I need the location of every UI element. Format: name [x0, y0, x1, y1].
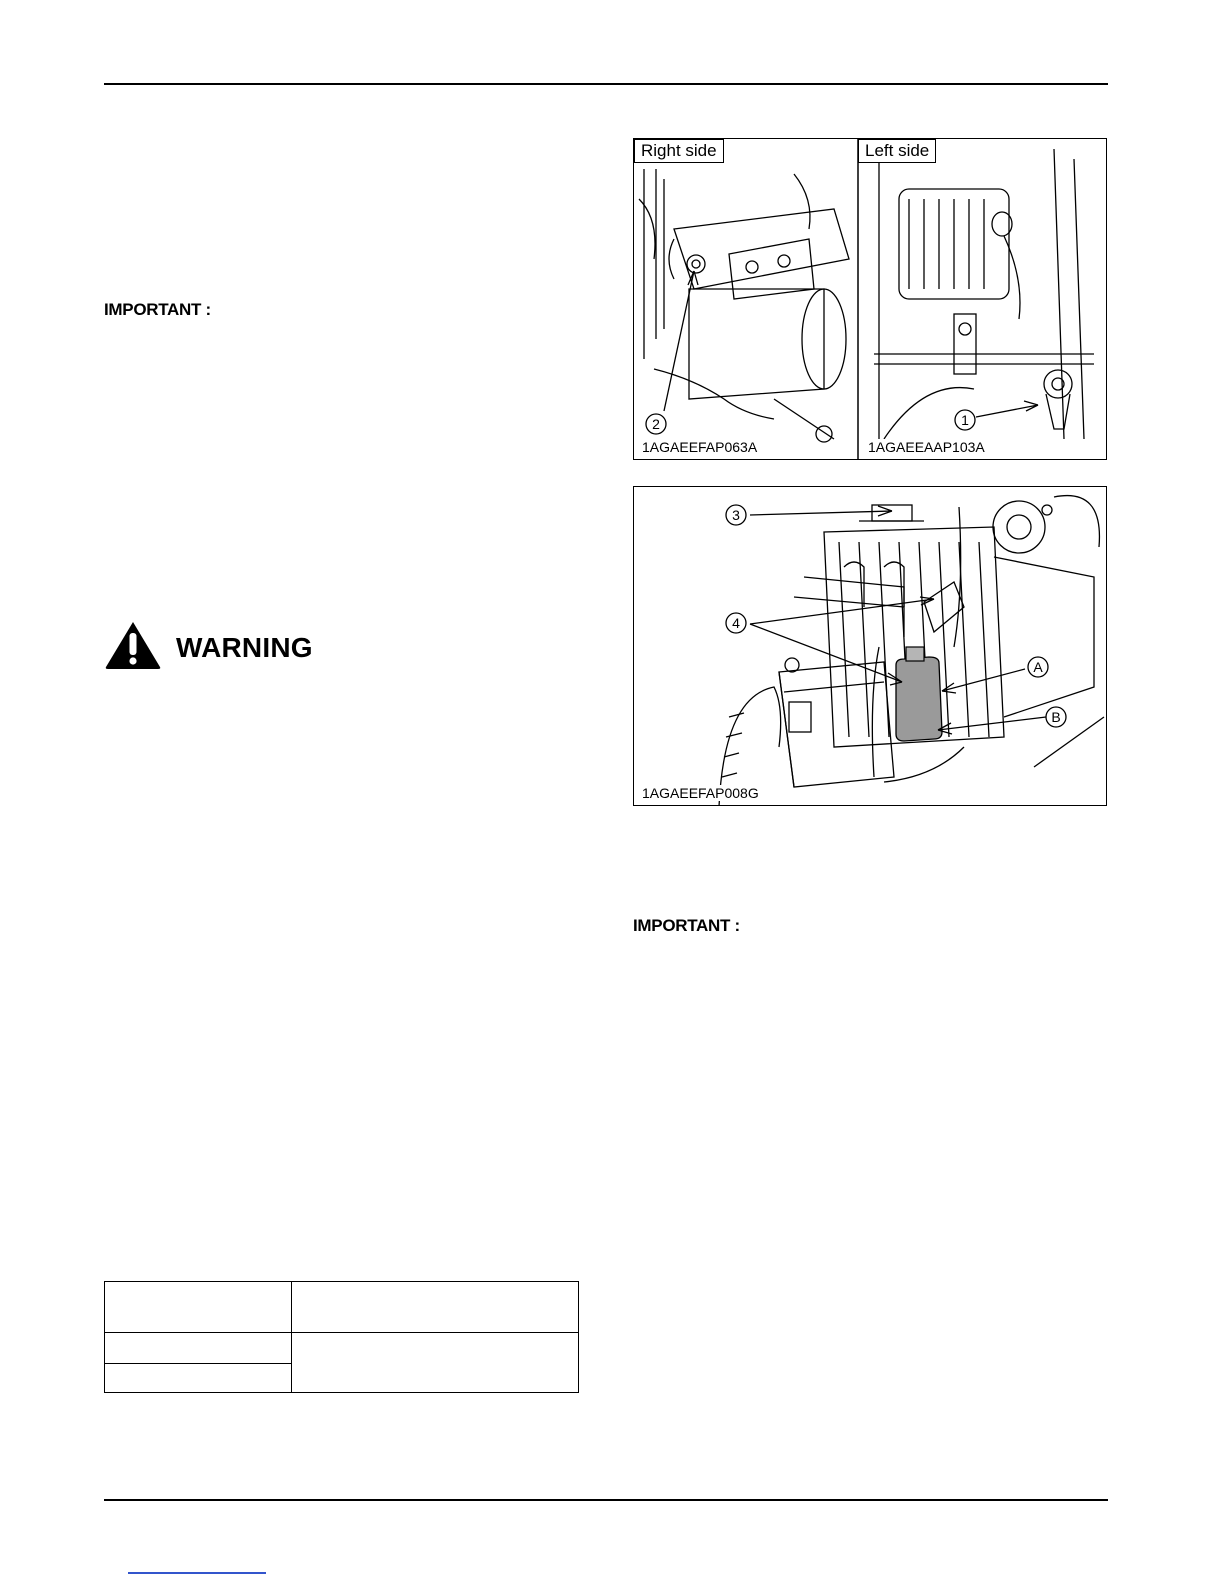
- figure-code-right: 1AGAEEFAP063A: [642, 439, 758, 455]
- figure-bottom: [633, 486, 1107, 806]
- table-row: [105, 1333, 579, 1364]
- figure-code-left: 1AGAEEAAP103A: [868, 439, 985, 455]
- svg-text:A: A: [1033, 659, 1043, 675]
- footer-rule: [104, 1499, 1108, 1501]
- figure-label-left-side: Left side: [858, 139, 936, 163]
- svg-text:3: 3: [732, 507, 740, 523]
- figure-bottom-drawing: [634, 487, 1106, 805]
- table-cell: [105, 1282, 292, 1333]
- table-cell: [105, 1364, 292, 1393]
- warning-label: WARNING: [176, 631, 313, 663]
- table-cell: [105, 1333, 292, 1364]
- warning-heading: [104, 620, 313, 675]
- figure-code-bottom: 1AGAEEFAP008G: [642, 785, 759, 801]
- figure-label-right-side: Right side: [634, 139, 724, 163]
- table-cell: [292, 1282, 579, 1333]
- header-rule: [104, 83, 1108, 85]
- table-cell: [292, 1333, 579, 1393]
- figure-top: [633, 138, 1107, 460]
- important-label-right: IMPORTANT :: [633, 916, 740, 935]
- svg-text:4: 4: [732, 615, 740, 631]
- figure-top-callout-numbers: [634, 139, 1106, 459]
- table-row: [105, 1282, 579, 1333]
- footer-link[interactable]: [128, 1572, 266, 1574]
- svg-text:1: 1: [961, 412, 969, 428]
- svg-text:B: B: [1051, 709, 1061, 725]
- warning-triangle-icon: [104, 620, 162, 675]
- spec-table: [104, 1281, 579, 1393]
- svg-text:2: 2: [652, 416, 660, 432]
- important-label-left: IMPORTANT :: [104, 300, 211, 319]
